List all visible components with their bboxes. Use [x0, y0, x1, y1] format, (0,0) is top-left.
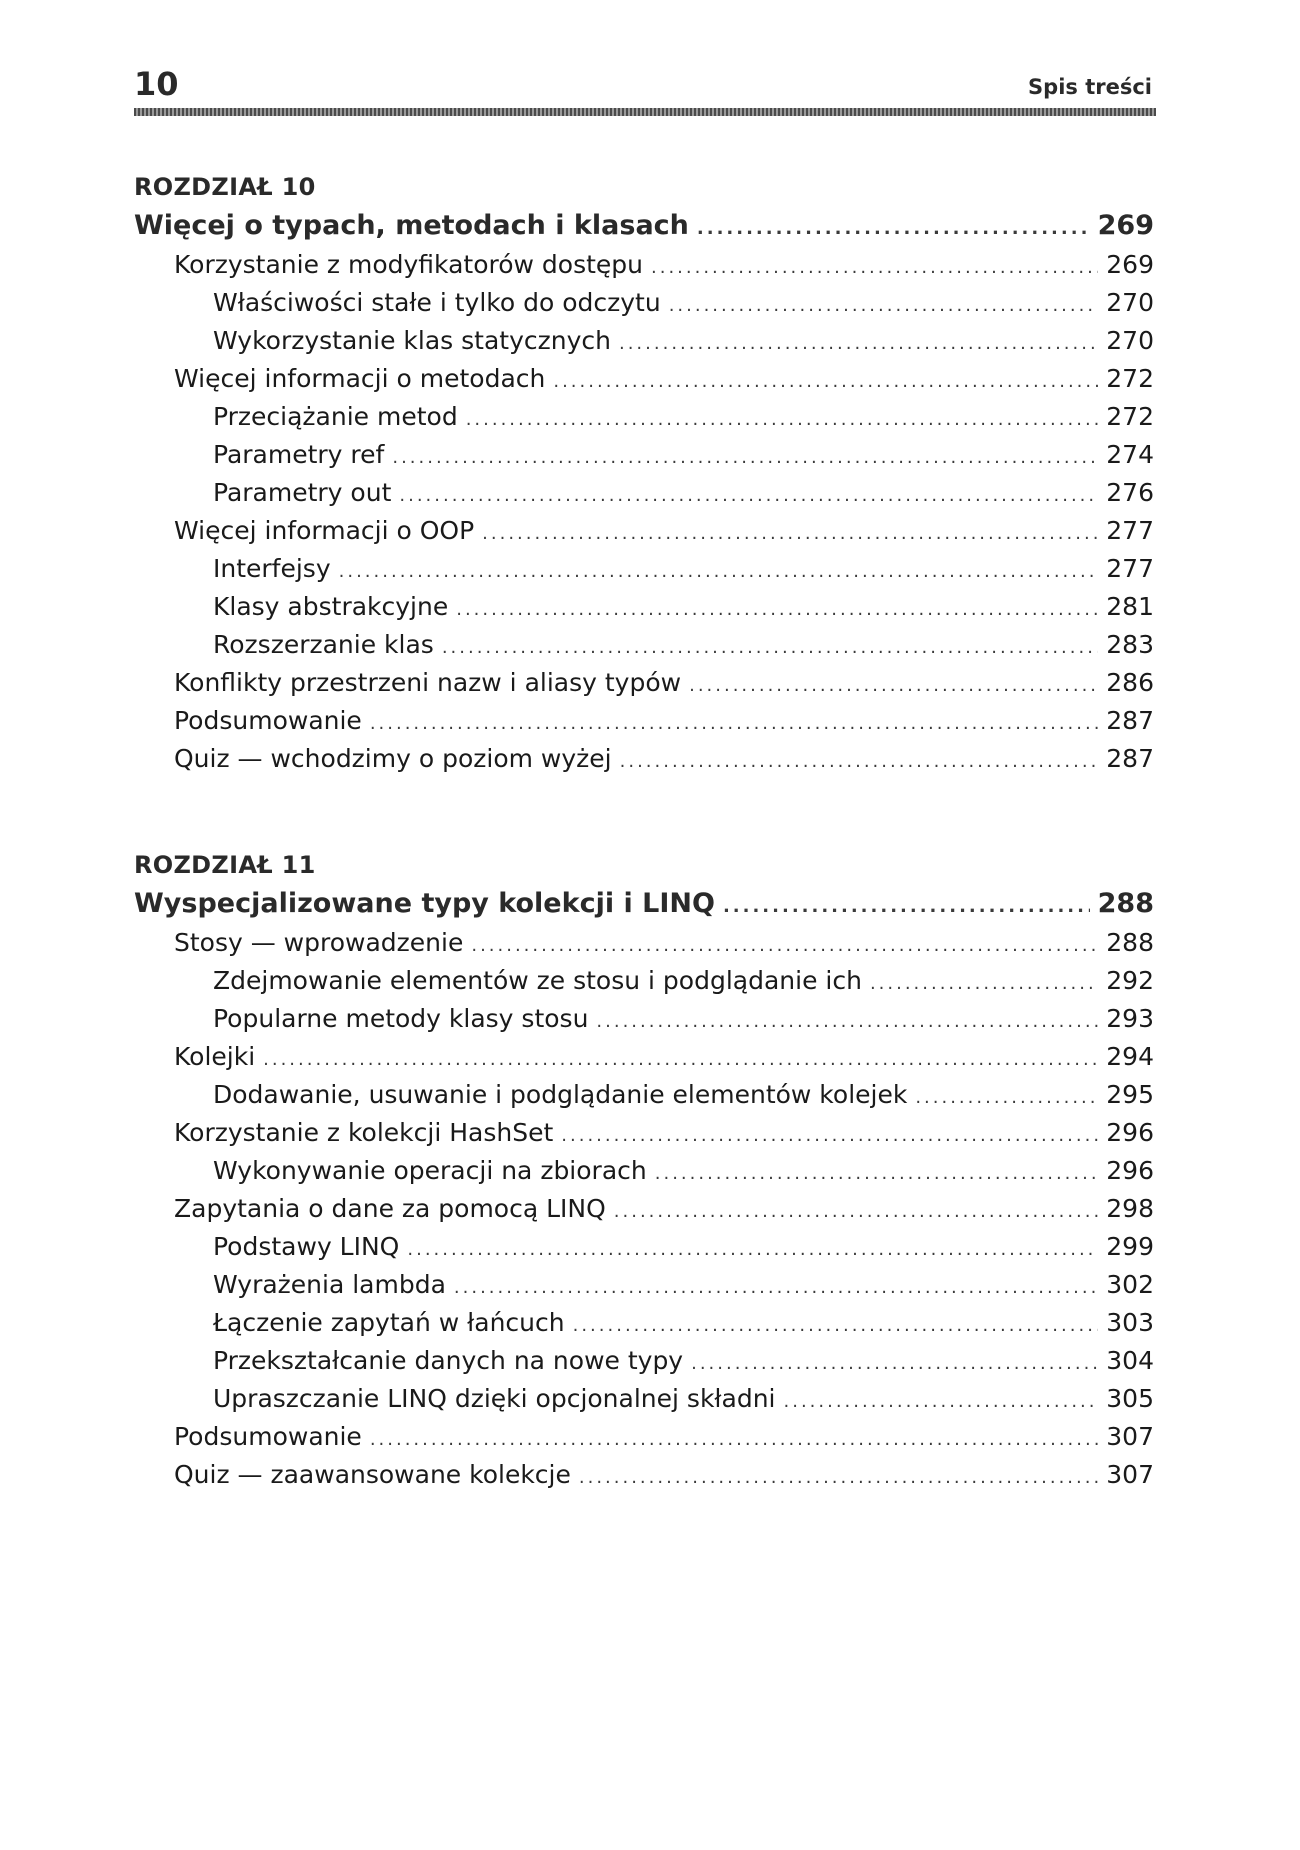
dot-leader: [370, 705, 1098, 743]
dot-leader: [691, 1345, 1098, 1383]
entry-title: Upraszczanie LINQ dzięki opcjonalnej składni: [213, 1384, 776, 1413]
dot-leader: [471, 927, 1098, 965]
page-ref: 305: [1106, 1384, 1154, 1413]
chapter-title-entry[interactable]: [134, 206, 1154, 246]
entry-title: Quiz — wchodzimy o poziom wyżej: [174, 744, 612, 773]
entry-title: Więcej informacji o metodach: [174, 364, 546, 393]
toc-entry[interactable]: [134, 1418, 1154, 1456]
page-ref: 296: [1106, 1118, 1154, 1147]
chapter-10: [134, 168, 1154, 778]
entry-title: Podsumowanie: [174, 706, 362, 735]
entry-title: Łączenie zapytań w łańcuch: [213, 1308, 565, 1337]
toc-entry[interactable]: [134, 550, 1154, 588]
dot-leader: [482, 515, 1098, 553]
dot-leader: [596, 1003, 1098, 1041]
entry-title: Kolejki: [174, 1042, 256, 1071]
entry-title: Zdejmowanie elementów ze stosu i podglądanie ich: [213, 966, 862, 995]
dot-leader: [339, 553, 1099, 591]
toc-entry[interactable]: [134, 1038, 1154, 1076]
toc-entry[interactable]: [134, 1304, 1154, 1342]
dot-leader: [370, 1421, 1098, 1459]
entry-title: Wyrażenia lambda: [213, 1270, 446, 1299]
page-ref: 281: [1106, 592, 1154, 621]
entry-title: Wykorzystanie klas statycznych: [213, 326, 611, 355]
dot-leader: [697, 209, 1090, 249]
entry-title: Korzystanie z modyfikatorów dostępu: [174, 250, 643, 279]
toc-entry[interactable]: [134, 1076, 1154, 1114]
page-ref: 293: [1106, 1004, 1154, 1033]
toc-entry[interactable]: [134, 1228, 1154, 1266]
entry-title: Podsumowanie: [174, 1422, 362, 1451]
header-rule: [134, 108, 1156, 116]
toc-entry[interactable]: [134, 924, 1154, 962]
running-head: Spis treści: [1028, 75, 1152, 99]
page-ref: 299: [1106, 1232, 1154, 1261]
dot-leader: [263, 1041, 1098, 1079]
dot-leader: [454, 1269, 1098, 1307]
entry-title: Więcej informacji o OOP: [174, 516, 475, 545]
page-ref: 277: [1106, 516, 1154, 545]
entry-title: Podstawy LINQ: [213, 1232, 400, 1261]
chapter-label: ROZDZIAŁ 11: [134, 851, 316, 879]
page-ref: 296: [1106, 1156, 1154, 1185]
toc-entry[interactable]: [134, 702, 1154, 740]
dot-leader: [651, 249, 1098, 287]
toc-entry[interactable]: [134, 1380, 1154, 1418]
page-ref: 304: [1106, 1346, 1154, 1375]
dot-leader: [573, 1307, 1099, 1345]
toc-entry[interactable]: [134, 474, 1154, 512]
chapter-11: [134, 846, 1154, 1494]
dot-leader: [784, 1383, 1099, 1421]
page-ref: 294: [1106, 1042, 1154, 1071]
page-ref: 283: [1106, 630, 1154, 659]
page-ref: 274: [1106, 440, 1154, 469]
toc-entry[interactable]: [134, 962, 1154, 1000]
page-ref: 269: [1097, 210, 1154, 241]
entry-title: Quiz — zaawansowane kolekcje: [174, 1460, 571, 1489]
chapter-title: Wyspecjalizowane typy kolekcji i LINQ: [134, 888, 715, 919]
toc-entry[interactable]: [134, 1266, 1154, 1304]
chapter-title: Więcej o typach, metodach i klasach: [134, 210, 689, 241]
dot-leader: [456, 591, 1098, 629]
page-ref: 287: [1106, 706, 1154, 735]
page-ref: 286: [1106, 668, 1154, 697]
toc-entry[interactable]: [134, 664, 1154, 702]
page-ref: 270: [1106, 326, 1154, 355]
entry-title: Przekształcanie danych na nowe typy: [213, 1346, 684, 1375]
page-ref: 295: [1106, 1080, 1154, 1109]
page-ref: 288: [1106, 928, 1154, 957]
page-ref: 292: [1106, 966, 1154, 995]
entry-title: Parametry out: [213, 478, 392, 507]
entry-title: Przeciążanie metod: [213, 402, 458, 431]
toc-entry[interactable]: [134, 740, 1154, 778]
dot-leader: [689, 667, 1098, 705]
toc-entry[interactable]: [134, 1342, 1154, 1380]
page-number: 10: [134, 65, 179, 103]
dot-leader: [579, 1459, 1098, 1497]
chapter-title-entry[interactable]: [134, 884, 1154, 924]
entry-title: Właściwości stałe i tylko do odczytu: [213, 288, 661, 317]
dot-leader: [723, 887, 1090, 927]
entry-title: Wykonywanie operacji na zbiorach: [213, 1156, 647, 1185]
page-ref: 277: [1106, 554, 1154, 583]
dot-leader: [553, 363, 1098, 401]
toc-entry[interactable]: [134, 1000, 1154, 1038]
toc-entry[interactable]: [134, 626, 1154, 664]
page-ref: 287: [1106, 744, 1154, 773]
page-ref: 269: [1106, 250, 1154, 279]
page-ref: 272: [1106, 402, 1154, 431]
page-ref: 302: [1106, 1270, 1154, 1299]
entry-title: Dodawanie, usuwanie i podglądanie elementów kolejek: [213, 1080, 908, 1109]
dot-leader: [915, 1079, 1098, 1117]
toc-entry[interactable]: [134, 322, 1154, 360]
dot-leader: [561, 1117, 1098, 1155]
dot-leader: [619, 325, 1098, 363]
entry-title: Konflikty przestrzeni nazw i aliasy typów: [174, 668, 682, 697]
page-ref: 272: [1106, 364, 1154, 393]
page-ref: 298: [1106, 1194, 1154, 1223]
entry-title: Popularne metody klasy stosu: [213, 1004, 589, 1033]
dot-leader: [399, 477, 1098, 515]
dot-leader: [442, 629, 1098, 667]
toc-entry[interactable]: [134, 1190, 1154, 1228]
toc-entry[interactable]: [134, 1114, 1154, 1152]
toc-entry[interactable]: [134, 512, 1154, 550]
dot-leader: [655, 1155, 1099, 1193]
entry-title: Korzystanie z kolekcji HashSet: [174, 1118, 554, 1147]
page-ref: 307: [1106, 1422, 1154, 1451]
toc-entry[interactable]: [134, 1456, 1154, 1494]
page-ref: 307: [1106, 1460, 1154, 1489]
entry-title: Interfejsy: [213, 554, 331, 583]
entry-title: Stosy — wprowadzenie: [174, 928, 464, 957]
entry-title: Rozszerzanie klas: [213, 630, 434, 659]
dot-leader: [407, 1231, 1098, 1269]
toc-entry[interactable]: [134, 588, 1154, 626]
toc-entry[interactable]: [134, 436, 1154, 474]
dot-leader: [466, 401, 1099, 439]
toc-entry[interactable]: [134, 398, 1154, 436]
chapter-label: ROZDZIAŁ 10: [134, 173, 316, 201]
entry-title: Zapytania o dane za pomocą LINQ: [174, 1194, 606, 1223]
page-ref: 276: [1106, 478, 1154, 507]
toc-entry[interactable]: [134, 246, 1154, 284]
dot-leader: [614, 1193, 1098, 1231]
page-header: [134, 66, 1154, 102]
entry-title: Parametry ref: [213, 440, 385, 469]
dot-leader: [392, 439, 1098, 477]
page-ref: 303: [1106, 1308, 1154, 1337]
page-ref: 288: [1097, 888, 1154, 919]
toc-entry[interactable]: [134, 1152, 1154, 1190]
dot-leader: [870, 965, 1098, 1003]
toc-entry[interactable]: [134, 360, 1154, 398]
toc-entry[interactable]: [134, 284, 1154, 322]
dot-leader: [669, 287, 1099, 325]
page-ref: 270: [1106, 288, 1154, 317]
entry-title: Klasy abstrakcyjne: [213, 592, 449, 621]
dot-leader: [620, 743, 1099, 781]
